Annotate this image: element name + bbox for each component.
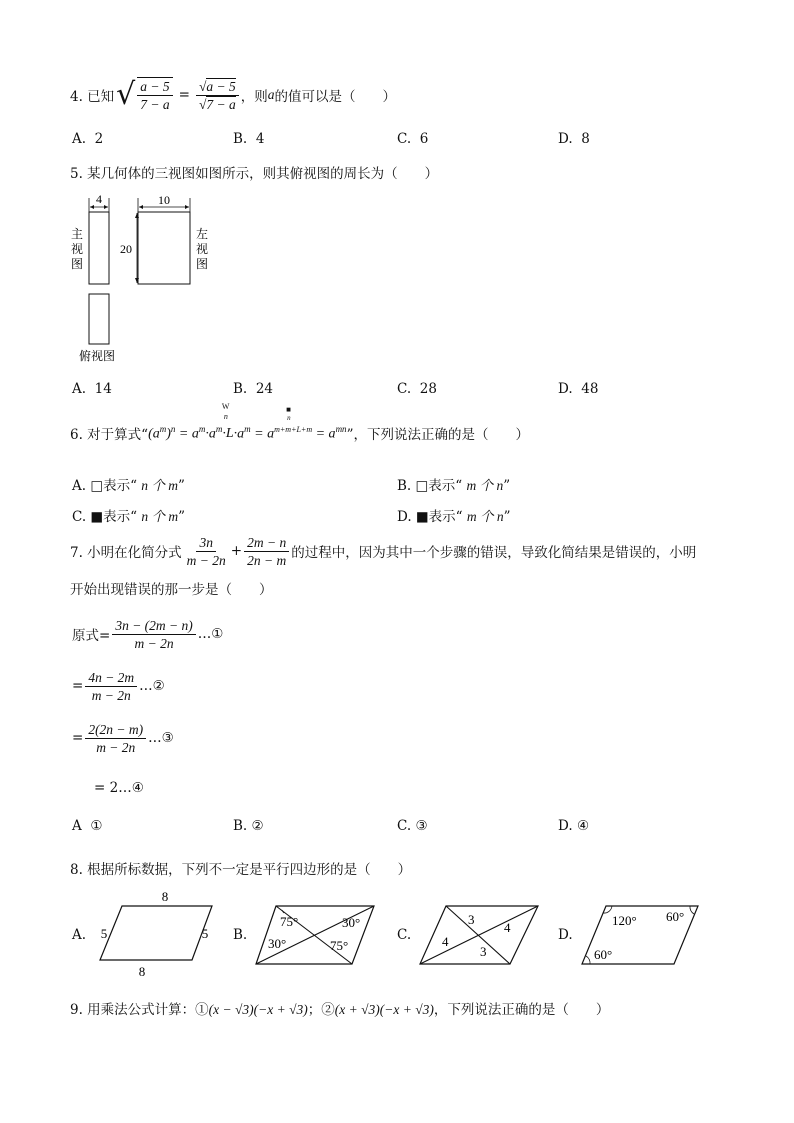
fig-a-right: 5 bbox=[201, 926, 209, 941]
q8-figure-b bbox=[254, 900, 378, 970]
side-view-rect bbox=[138, 212, 190, 284]
q6-option-b[interactable]: B. □表示“ m 个 n” bbox=[397, 478, 511, 494]
q4-prefix: 4. 已知 bbox=[70, 89, 115, 105]
q6-option-c[interactable]: C. ■表示“ n 个 m” bbox=[72, 509, 186, 525]
top-label: 俯视图 bbox=[79, 349, 116, 363]
q8-figure-c bbox=[418, 900, 542, 970]
fig-c-seg-3: 4 bbox=[442, 934, 449, 949]
q7-line1: 7. 小明在化简分式 $\frac{3n}{m - 2n}$ + $\frac{2m - n}{2n - m}$ 的过程中，因为其中一个步骤的错误，导致化简结果是错误的，小明 bbox=[70, 534, 697, 568]
fig-c-seg-1: 3 bbox=[468, 912, 475, 927]
q4-option-b[interactable]: B. 4 bbox=[233, 131, 265, 147]
q8-option-b[interactable]: B. bbox=[233, 927, 248, 943]
q8-option-c[interactable]: C. bbox=[397, 927, 412, 943]
q7-step-3: = $\frac{2(2n - m)}{m - 2n}$ …③ bbox=[72, 721, 174, 755]
q7-option-c[interactable]: C. ③ bbox=[397, 818, 428, 834]
q5-option-c[interactable]: C. 28 bbox=[397, 381, 437, 397]
fig-d-angle-3: 60° bbox=[594, 947, 613, 962]
front-label-1: 主 bbox=[71, 227, 84, 241]
q8-option-a[interactable]: A. bbox=[72, 927, 87, 943]
top-view-rect bbox=[89, 294, 109, 344]
q5-text: 5. 某几何体的三视图如图所示，则其俯视图的周长为（ ） bbox=[70, 166, 439, 182]
q6-option-d[interactable]: D. ■表示“ m 个 n” bbox=[397, 509, 511, 525]
q7-option-a[interactable]: A ① bbox=[72, 818, 103, 834]
q4-line: 4. 已知 √ $\frac{a - 5}{7 - a}$ = $\frac{√a - 5}{√7 - a}$ ，则 a 的值可以是（ ） bbox=[70, 77, 397, 112]
height-label: 20 bbox=[120, 242, 132, 256]
q6-expression: $(a^m)^n = a^m\cdot a^m\cdot$ W n $L\cdot a^m = a$ $^{■ n m+m+L+m} = a^{mn}$ bbox=[148, 402, 347, 442]
q5-option-a[interactable]: A. 14 bbox=[72, 381, 112, 397]
fig-b-angle-4: 75° bbox=[330, 938, 349, 953]
side-label-3: 图 bbox=[196, 257, 209, 271]
fig-a-left: 5 bbox=[100, 926, 108, 941]
q8-text: 8. 根据所标数据，下列不一定是平行四边形的是（ ） bbox=[70, 862, 412, 878]
q5-three-view-figure bbox=[66, 190, 226, 370]
fig-d-angle-1: 120° bbox=[612, 913, 637, 928]
side-width-label: 10 bbox=[158, 193, 170, 207]
q7-step-1: 原式= $\frac{3n - (2m - n)}{m - 2n}$ …① bbox=[72, 617, 224, 651]
q7-option-b[interactable]: B. ② bbox=[233, 818, 264, 834]
q9-expr-1: (x − √3)(−x + √3) bbox=[208, 1002, 308, 1017]
front-view-rect bbox=[89, 212, 109, 284]
q9-line: 9. 用乘法公式计算：①(x − √3)(−x + √3)；②(x + √3)(−x + √3)，下列说法正确的是（ ） bbox=[70, 1002, 610, 1018]
fig-a-top: 8 bbox=[161, 889, 169, 904]
q7-step-4: = 2…④ bbox=[94, 780, 144, 796]
q7-line2: 开始出现错误的那一步是（ ） bbox=[70, 582, 273, 598]
fig-b-angle-2: 30° bbox=[342, 915, 361, 930]
fig-c-seg-2: 4 bbox=[504, 920, 511, 935]
q8-option-d[interactable]: D. bbox=[558, 927, 573, 943]
q5-option-d[interactable]: D. 48 bbox=[558, 381, 599, 397]
q4-sqrt-big: √ $\frac{a - 5}{7 - a}$ bbox=[116, 77, 175, 113]
fig-d-angle-2: 60° bbox=[666, 909, 685, 924]
q4-sqrt-frac: $\frac{√a - 5}{√7 - a}$ bbox=[196, 78, 239, 113]
q6-box-label: W bbox=[221, 402, 230, 412]
q6-n-label: n bbox=[223, 412, 228, 422]
q4-option-c[interactable]: C. 6 bbox=[397, 131, 429, 147]
q6-line: 6. 对于算式“ $(a^m)^n = a^m\cdot a^m\cdot$ W n $L\cdot a^m = a$ $^{■ n m+m+L+m} = a^{mn}$ ”，下列说法正确的是（ ） bbox=[70, 402, 529, 443]
q9-expr-2: (x + √3)(−x + √3) bbox=[334, 1002, 434, 1017]
fig-c-seg-4: 3 bbox=[480, 944, 487, 959]
q6-option-a[interactable]: A. □表示“ n 个 m” bbox=[72, 478, 185, 494]
q8-figure-d bbox=[580, 900, 704, 970]
q4-option-a[interactable]: A. 2 bbox=[72, 131, 104, 147]
fig-b-angle-1: 75° bbox=[280, 914, 299, 929]
fig-a-bottom: 8 bbox=[138, 964, 146, 979]
front-width-label: 4 bbox=[96, 192, 102, 206]
q7-option-d[interactable]: D. ④ bbox=[558, 818, 590, 834]
side-label-2: 视 bbox=[196, 242, 209, 256]
q7-step-2: = $\frac{4n - 2m}{m - 2n}$ …② bbox=[72, 669, 165, 703]
front-label-2: 视 bbox=[71, 242, 84, 256]
side-label-1: 左 bbox=[196, 227, 209, 241]
fig-b-angle-3: 30° bbox=[268, 936, 287, 951]
front-label-3: 图 bbox=[71, 257, 84, 271]
q8-figure-a bbox=[92, 888, 222, 980]
q5-option-b[interactable]: B. 24 bbox=[233, 381, 273, 397]
q4-option-d[interactable]: D. 8 bbox=[558, 131, 590, 147]
